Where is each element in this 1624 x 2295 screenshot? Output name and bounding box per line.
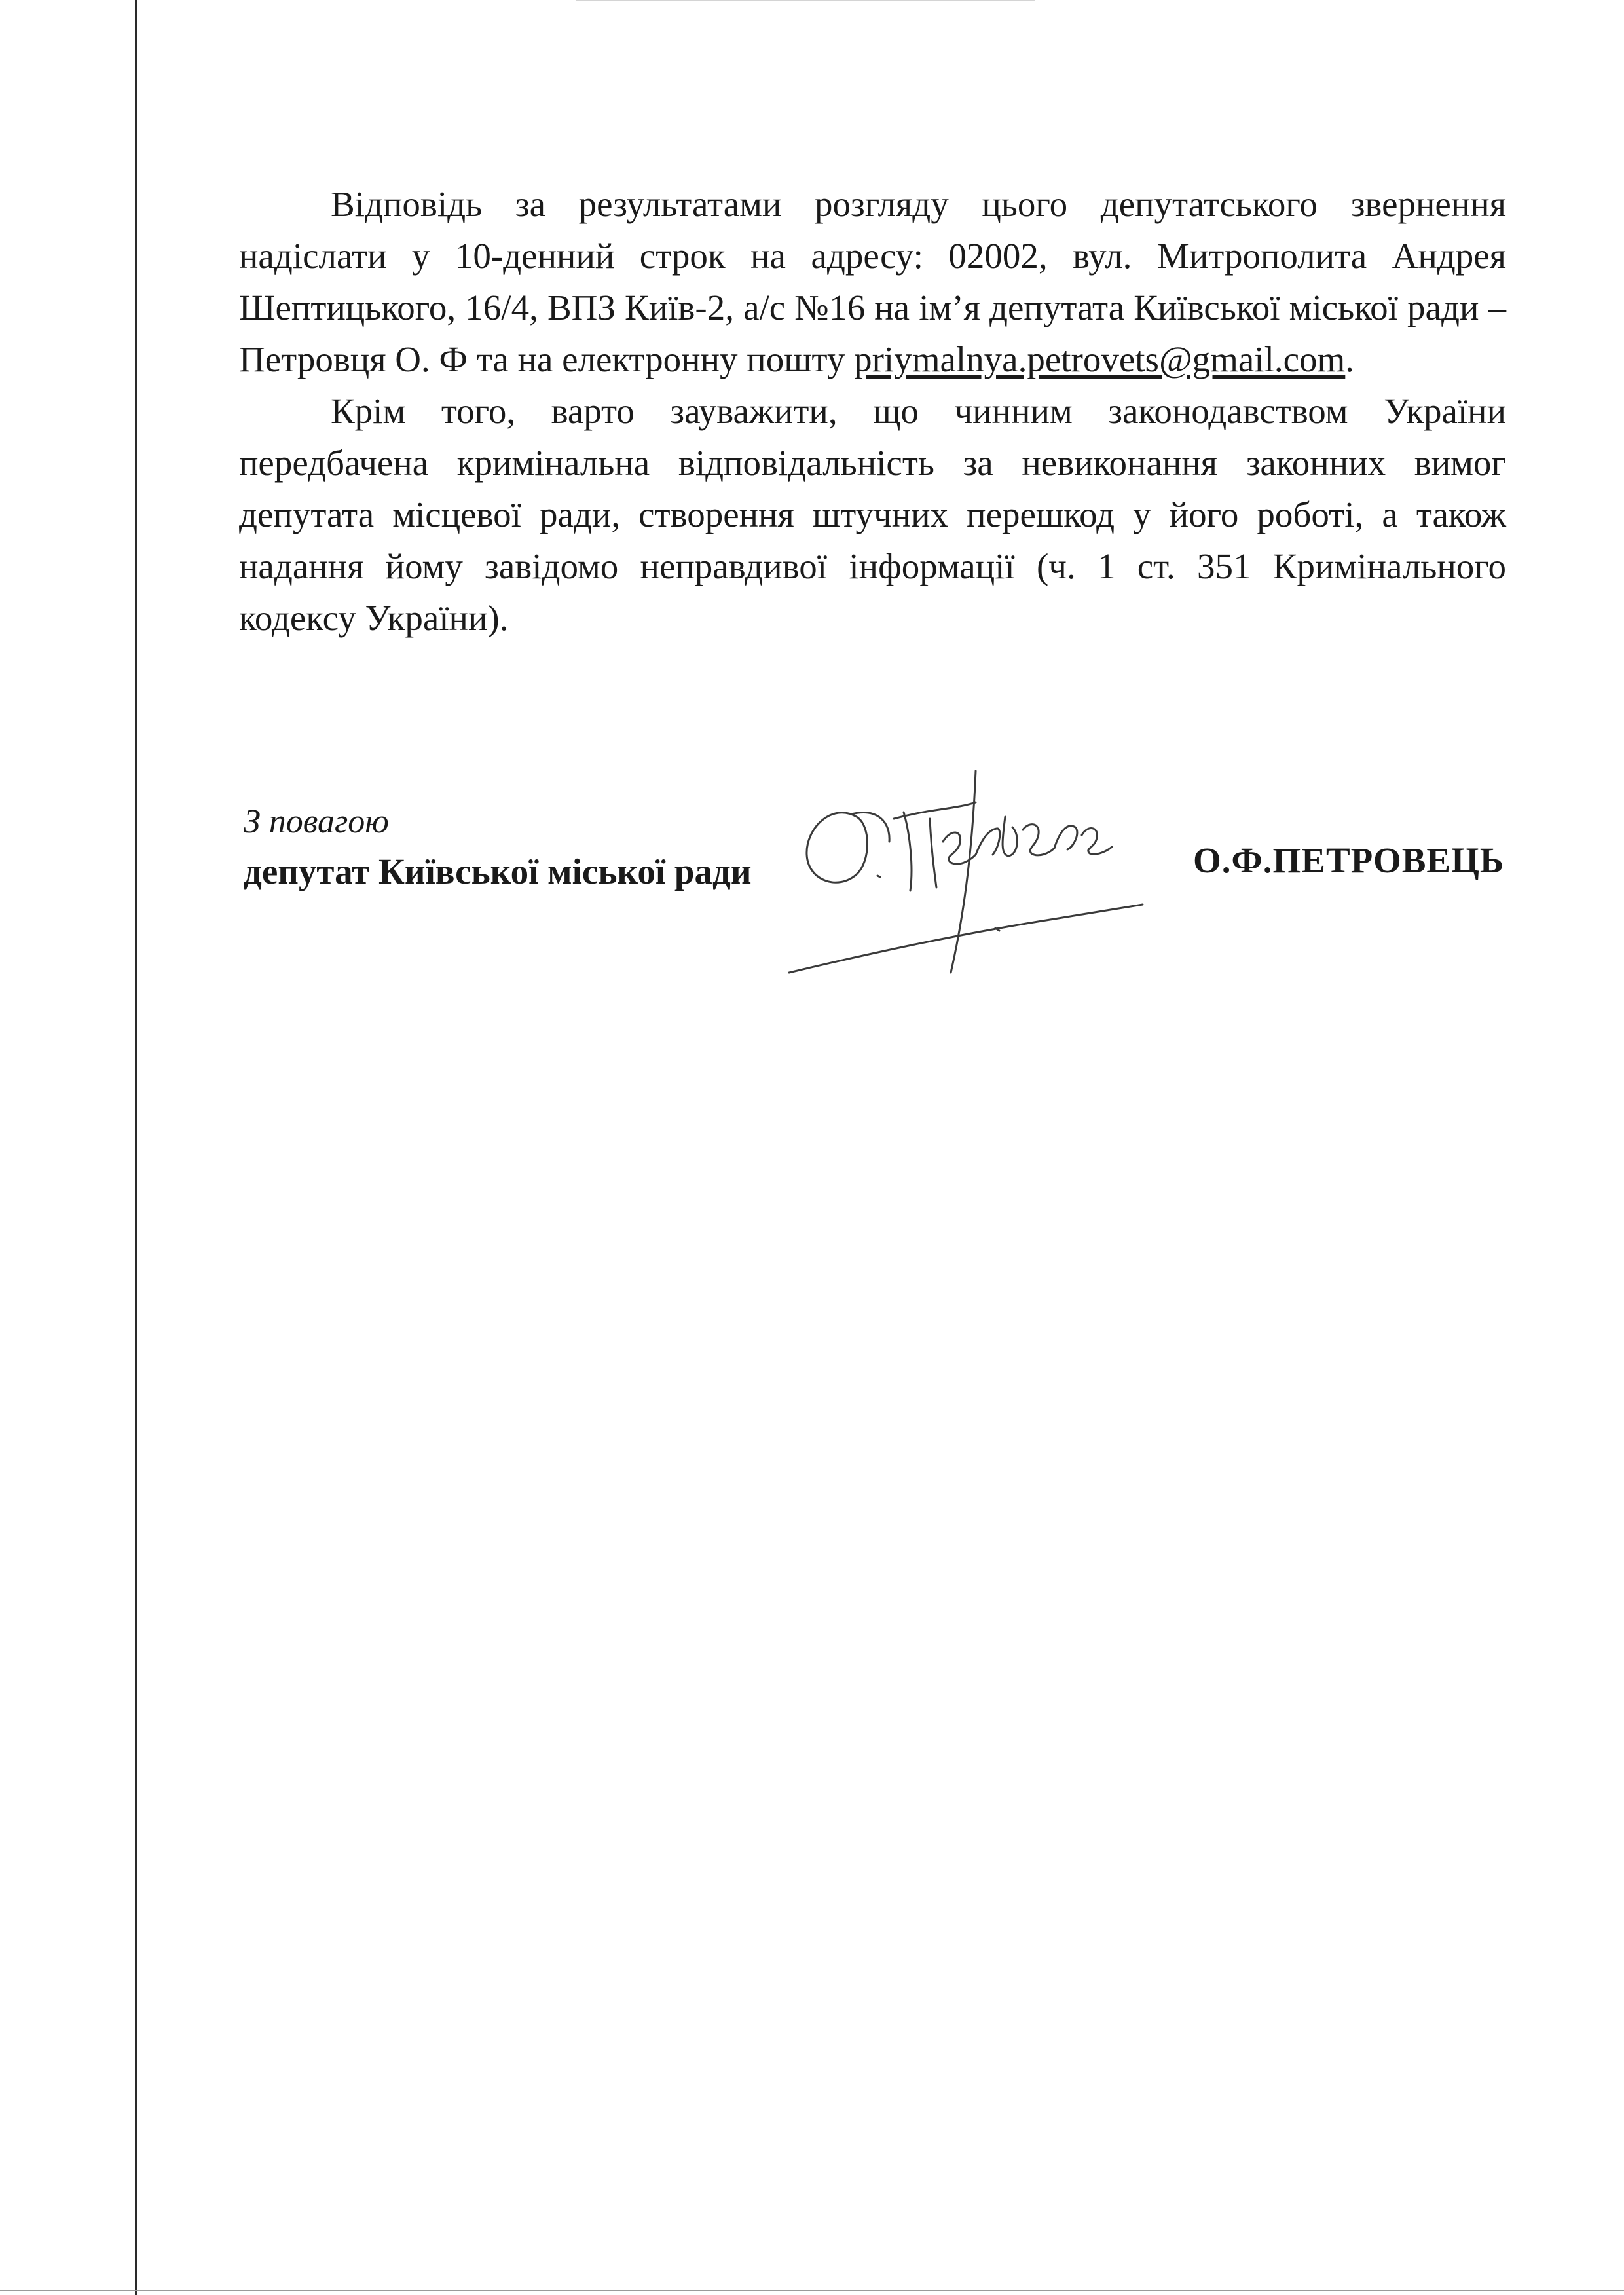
signer-position: депутат Київської міської ради bbox=[244, 851, 752, 891]
signer-name: О.Ф.ПЕТРОВЕЦЬ bbox=[1193, 840, 1505, 880]
letter-body bbox=[239, 178, 1506, 644]
signature-stroke bbox=[877, 876, 880, 877]
signature-stroke bbox=[930, 819, 936, 887]
paragraph-response-request bbox=[239, 178, 1506, 385]
signature-stroke bbox=[1082, 829, 1112, 855]
signature-stroke bbox=[807, 813, 868, 882]
email-link[interactable]: priymalnya.petrovets@gmail.com bbox=[854, 339, 1346, 379]
paragraph-1-text: Відповідь за результатами розгляду цього депутатського звернення надіслати у 10-денний строк на адресу: 02002, вул. Митрополита Андрея Шептицького, 16/4, ВПЗ Київ-2, а/с №16 на ім’я депутата Київської міської ради – Петровця О. Ф та на електронну пошту bbox=[239, 184, 1506, 379]
closing-phrase: З повагою bbox=[244, 803, 389, 840]
signature-stroke bbox=[976, 829, 1000, 855]
signature-stroke bbox=[951, 771, 976, 973]
paragraph-1-end: . bbox=[1345, 339, 1355, 379]
signature-stroke bbox=[1003, 817, 1017, 856]
scan-left-border bbox=[135, 0, 137, 2295]
paragraph-liability-note: Крім того, варто зауважити, що чинним законодавством України передбачена кримінальна відповідальність за невиконання законних вимог депутата місцевої ради, створення штучних перешкод у його роботі, а також надання йому завідомо неправдивої інформації (ч. 1 ст. 351 Кримінального кодексу України). bbox=[239, 391, 1506, 638]
signature-stroke bbox=[1023, 825, 1054, 855]
signature-stroke bbox=[789, 905, 1143, 973]
signature-stroke bbox=[1054, 826, 1077, 849]
signature-strokes bbox=[789, 771, 1143, 973]
scan-top-border bbox=[576, 0, 1035, 1]
handwritten-signature bbox=[779, 756, 1146, 992]
signature-stroke bbox=[904, 812, 912, 891]
scan-bottom-border bbox=[0, 2290, 1624, 2291]
signature-stroke bbox=[894, 802, 976, 819]
